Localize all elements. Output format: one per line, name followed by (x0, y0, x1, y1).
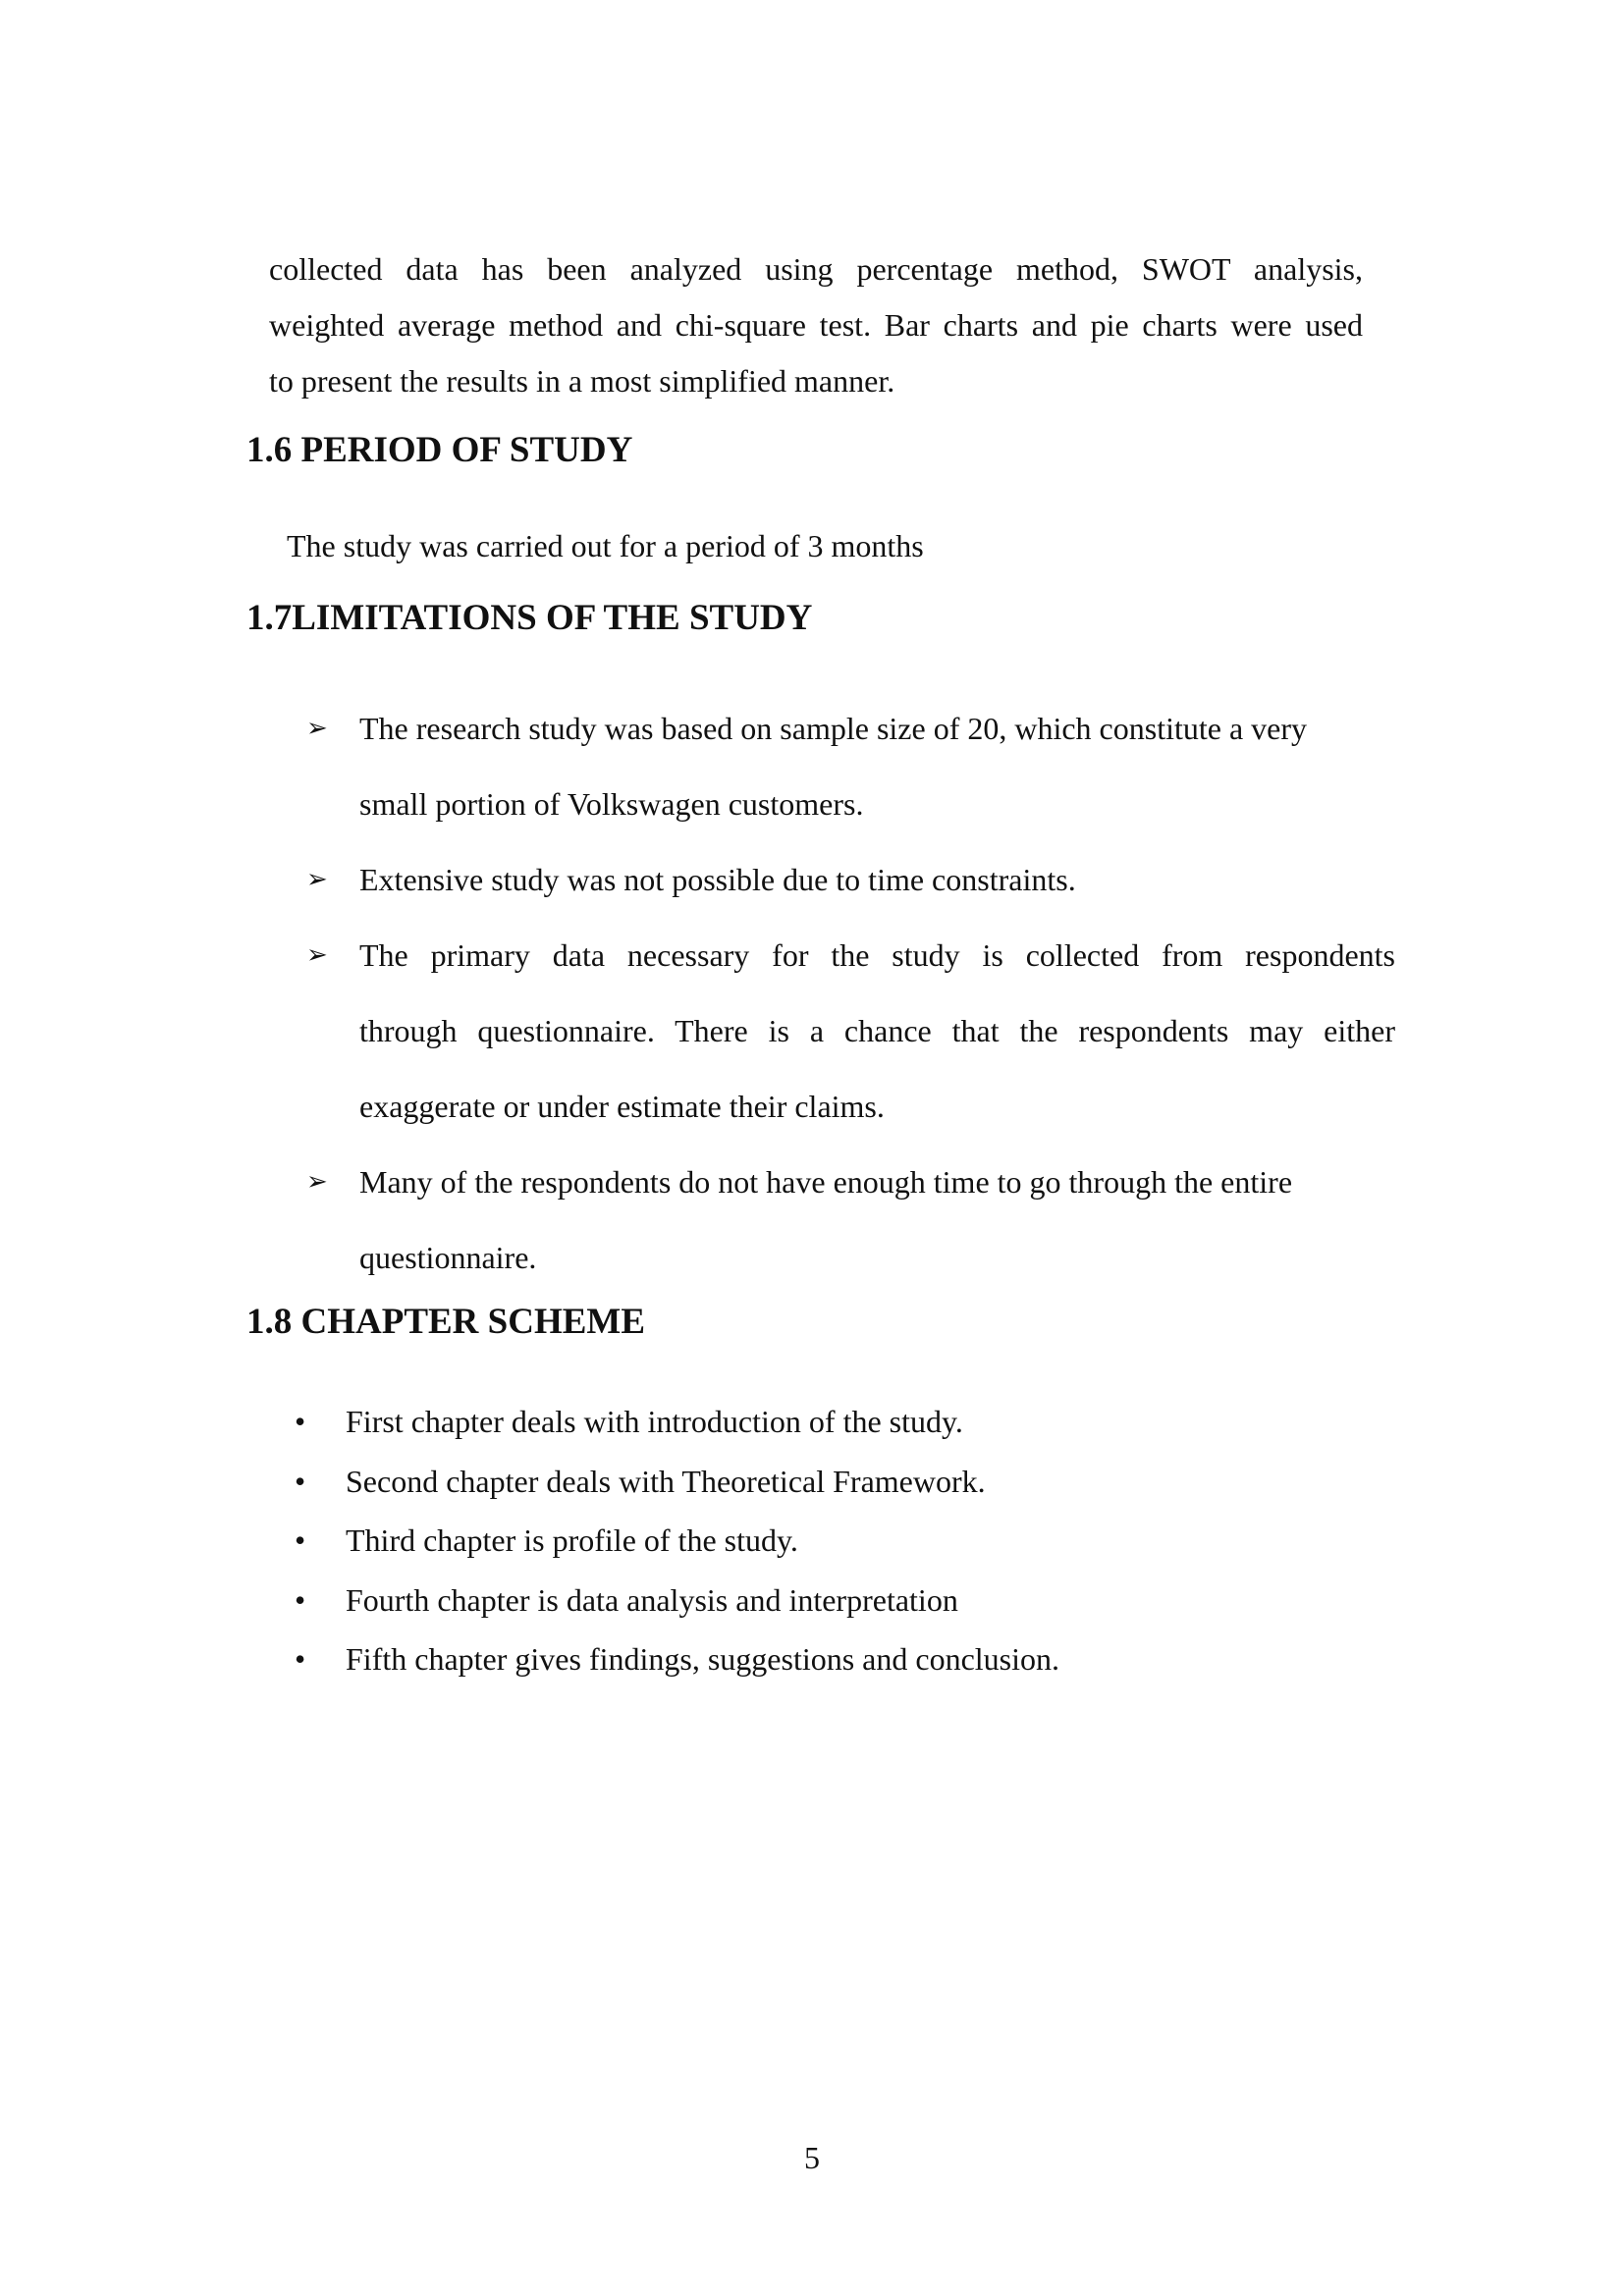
arrow-bullet-icon: ➢ (306, 940, 328, 970)
limitation-item (306, 842, 1386, 918)
limitations-list (306, 691, 1395, 1296)
limitation-item (306, 691, 1386, 842)
chapter-item-text: Third chapter is profile of the study. (346, 1522, 798, 1558)
chapter-item (295, 1629, 1059, 1689)
limitation-line: The research study was based on sample size of 20, which constitute a very (359, 711, 1308, 746)
limitation-line: The primary data necessary for the study is collected from respondents (359, 937, 1395, 973)
limitation-line: Extensive study was not possible due to time constraints. (359, 862, 1076, 897)
period-text: The study was carried out for a period of 3 months (287, 528, 924, 563)
chapter-item (295, 1392, 1059, 1452)
limitation-line: through questionnaire. There is a chance that the respondents may either (359, 1013, 1395, 1048)
arrow-bullet-icon: ➢ (306, 714, 328, 743)
arrow-bullet-icon: ➢ (306, 865, 328, 894)
chapter-item-text: Second chapter deals with Theoretical Framework. (346, 1463, 986, 1499)
chapter-scheme-list (295, 1392, 1059, 1689)
intro-line: weighted average method and chi-square test. Bar charts and pie charts were used (269, 307, 1363, 343)
limitation-line: Many of the respondents do not have enough time to go through the entire (359, 1164, 1293, 1200)
dot-bullet-icon: • (295, 1522, 306, 1558)
limitation-line: small portion of Volkswagen customers. (359, 786, 864, 822)
limitation-line: questionnaire. (359, 1240, 537, 1275)
intro-paragraph (269, 241, 1363, 409)
period-heading: 1.6 PERIOD OF STUDY (246, 430, 633, 470)
dot-bullet-icon: • (295, 1463, 306, 1499)
chapter-item-text: Fifth chapter gives findings, suggestions and conclusion. (346, 1641, 1060, 1677)
chapter-item-text: First chapter deals with introduction of the study. (346, 1404, 963, 1439)
limitations-heading: 1.7LIMITATIONS OF THE STUDY (246, 598, 813, 638)
intro-line: collected data has been analyzed using percentage method, SWOT analysis, (269, 251, 1363, 287)
dot-bullet-icon: • (295, 1581, 306, 1618)
limitation-item (306, 1145, 1386, 1296)
page-number: 5 (804, 2140, 820, 2175)
dot-bullet-icon: • (295, 1404, 306, 1439)
chapter-scheme-heading: 1.8 CHAPTER SCHEME (246, 1302, 646, 1342)
limitation-item (306, 918, 1395, 1145)
chapter-item (295, 1452, 1059, 1512)
chapter-item (295, 1571, 1059, 1630)
chapter-item (295, 1511, 1059, 1571)
intro-line: to present the results in a most simplified manner. (269, 363, 895, 399)
chapter-item-text: Fourth chapter is data analysis and interpretation (346, 1581, 958, 1618)
arrow-bullet-icon: ➢ (306, 1167, 328, 1197)
dot-bullet-icon: • (295, 1641, 306, 1677)
limitation-line: exaggerate or under estimate their claims. (359, 1089, 885, 1124)
